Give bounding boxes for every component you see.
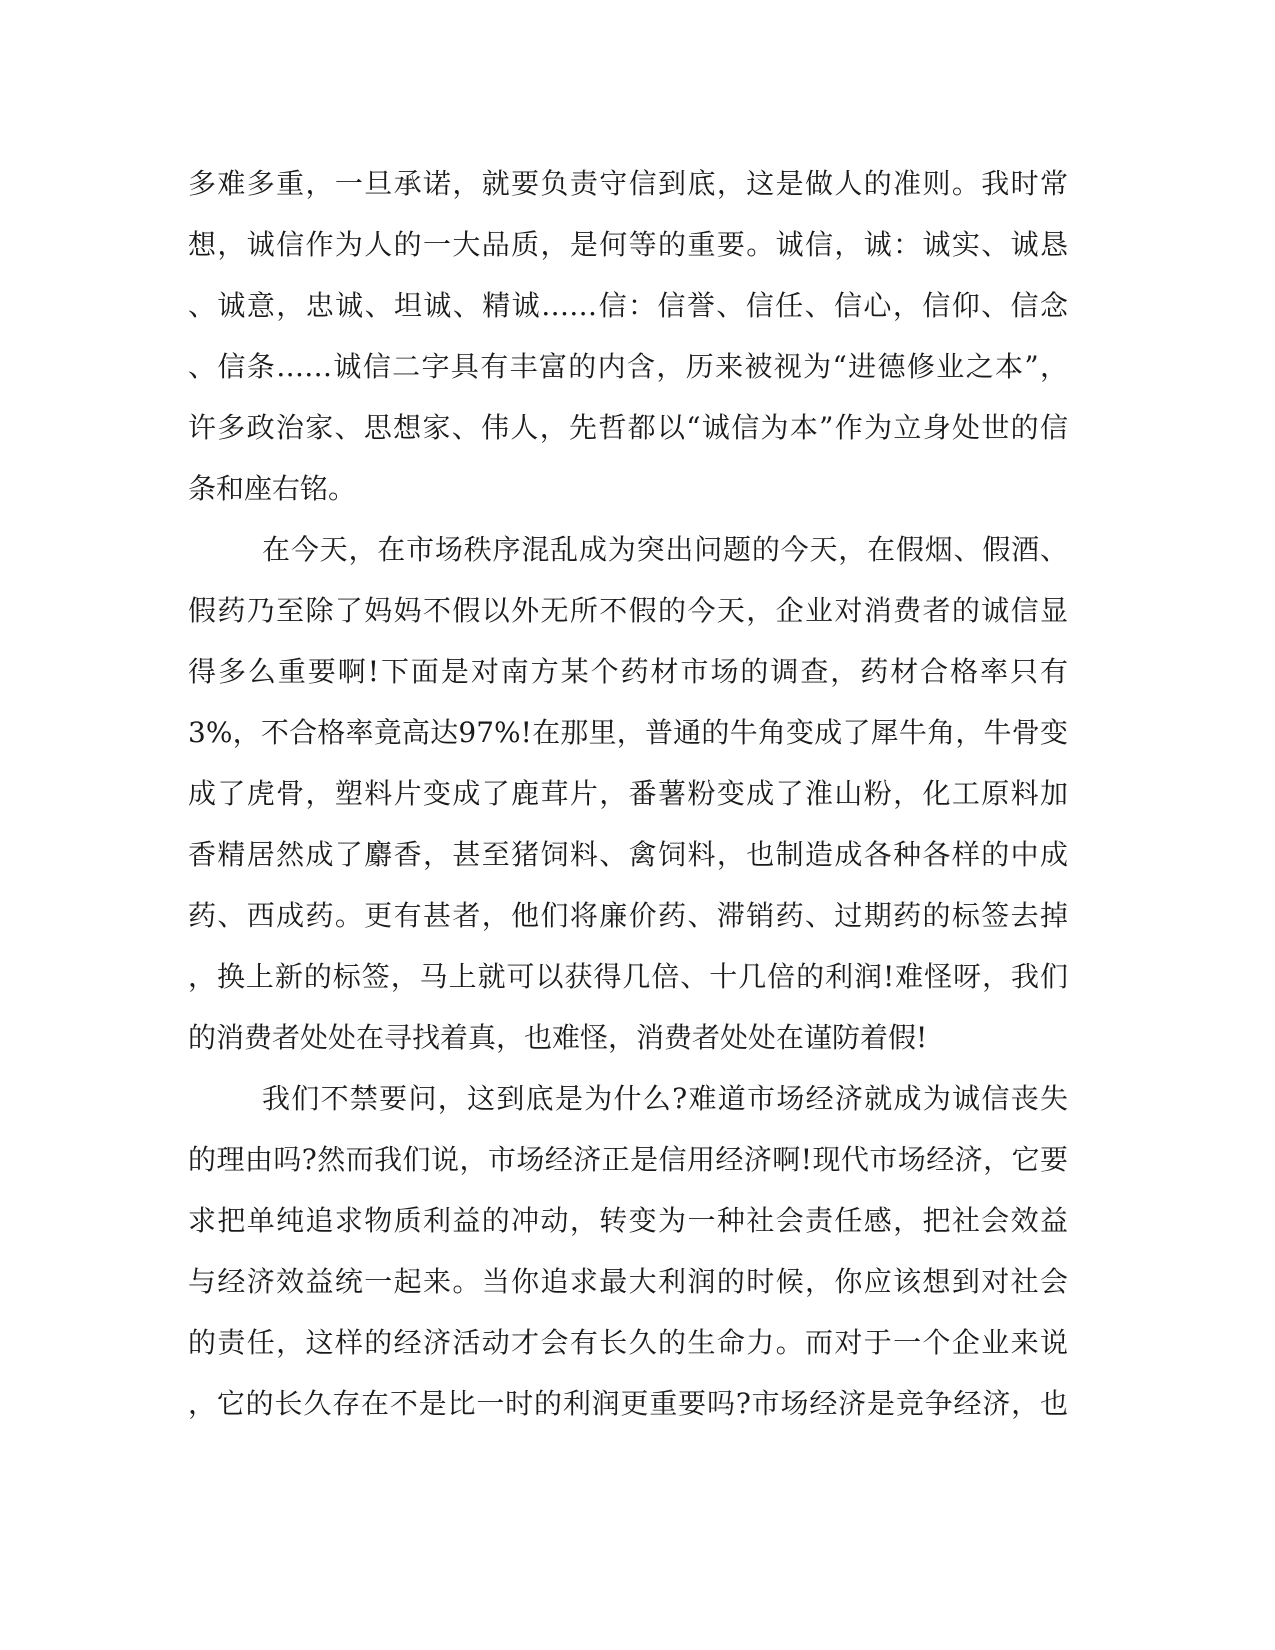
text-line: 、诚意，忠诚、坦诚、精诚……信：信誉、信任、信心，信仰、信念 (188, 289, 1068, 322)
text-line: ，换上新的标签，马上就可以获得几倍、十几倍的利润!难怪呀，我们 (188, 960, 1068, 993)
text-line: 多难多重，一旦承诺，就要负责守信到底，这是做人的准则。我时常 (188, 167, 1068, 200)
text-line: 得多么重要啊!下面是对南方某个药材市场的调查，药材合格率只有 (188, 655, 1068, 688)
text-line: ，它的长久存在不是比一时的利润更重要吗?市场经济是竞争经济，也 (188, 1387, 1068, 1420)
text-line: 的理由吗?然而我们说，市场经济正是信用经济啊!现代市场经济，它要 (188, 1143, 1068, 1176)
paragraph-start-line: 我们不禁要问，这到底是为什么?难道市场经济就成为诚信丧失 (262, 1082, 1068, 1115)
text-line: 的责任，这样的经济活动才会有长久的生命力。而对于一个企业来说 (188, 1326, 1068, 1359)
text-line: 与经济效益统一起来。当你追求最大利润的时候，你应该想到对社会 (188, 1265, 1068, 1298)
text-line: 药、西成药。更有甚者，他们将廉价药、滞销药、过期药的标签去掉 (188, 899, 1068, 932)
paragraph-start-line: 在今天，在市场秩序混乱成为突出问题的今天，在假烟、假酒、 (262, 533, 1068, 566)
text-line: 的消费者处处在寻找着真，也难怪，消费者处处在谨防着假! (188, 1021, 928, 1054)
text-line: 许多政治家、思想家、伟人，先哲都以“诚信为本”作为立身处世的信 (188, 411, 1068, 444)
text-line: 香精居然成了麝香，甚至猪饲料、禽饲料，也制造成各种各样的中成 (188, 838, 1068, 871)
text-line: 、信条……诚信二字具有丰富的内含，历来被视为“进德修业之本”， (188, 350, 1068, 383)
text-line: 假药乃至除了妈妈不假以外无所不假的今天，企业对消费者的诚信显 (188, 594, 1068, 627)
text-line: 成了虎骨，塑料片变成了鹿茸片，番薯粉变成了淮山粉，化工原料加 (188, 777, 1068, 810)
text-line: 3%，不合格率竟高达97%!在那里，普通的牛角变成了犀牛角，牛骨变 (188, 716, 1068, 749)
body-text (188, 153, 1088, 1434)
text-line: 求把单纯追求物质利益的冲动，转变为一种社会责任感，把社会效益 (188, 1204, 1068, 1237)
text-line: 条和座右铭。 (188, 472, 357, 505)
text-line: 想，诚信作为人的一大品质，是何等的重要。诚信，诚：诚实、诚恳 (188, 228, 1068, 261)
